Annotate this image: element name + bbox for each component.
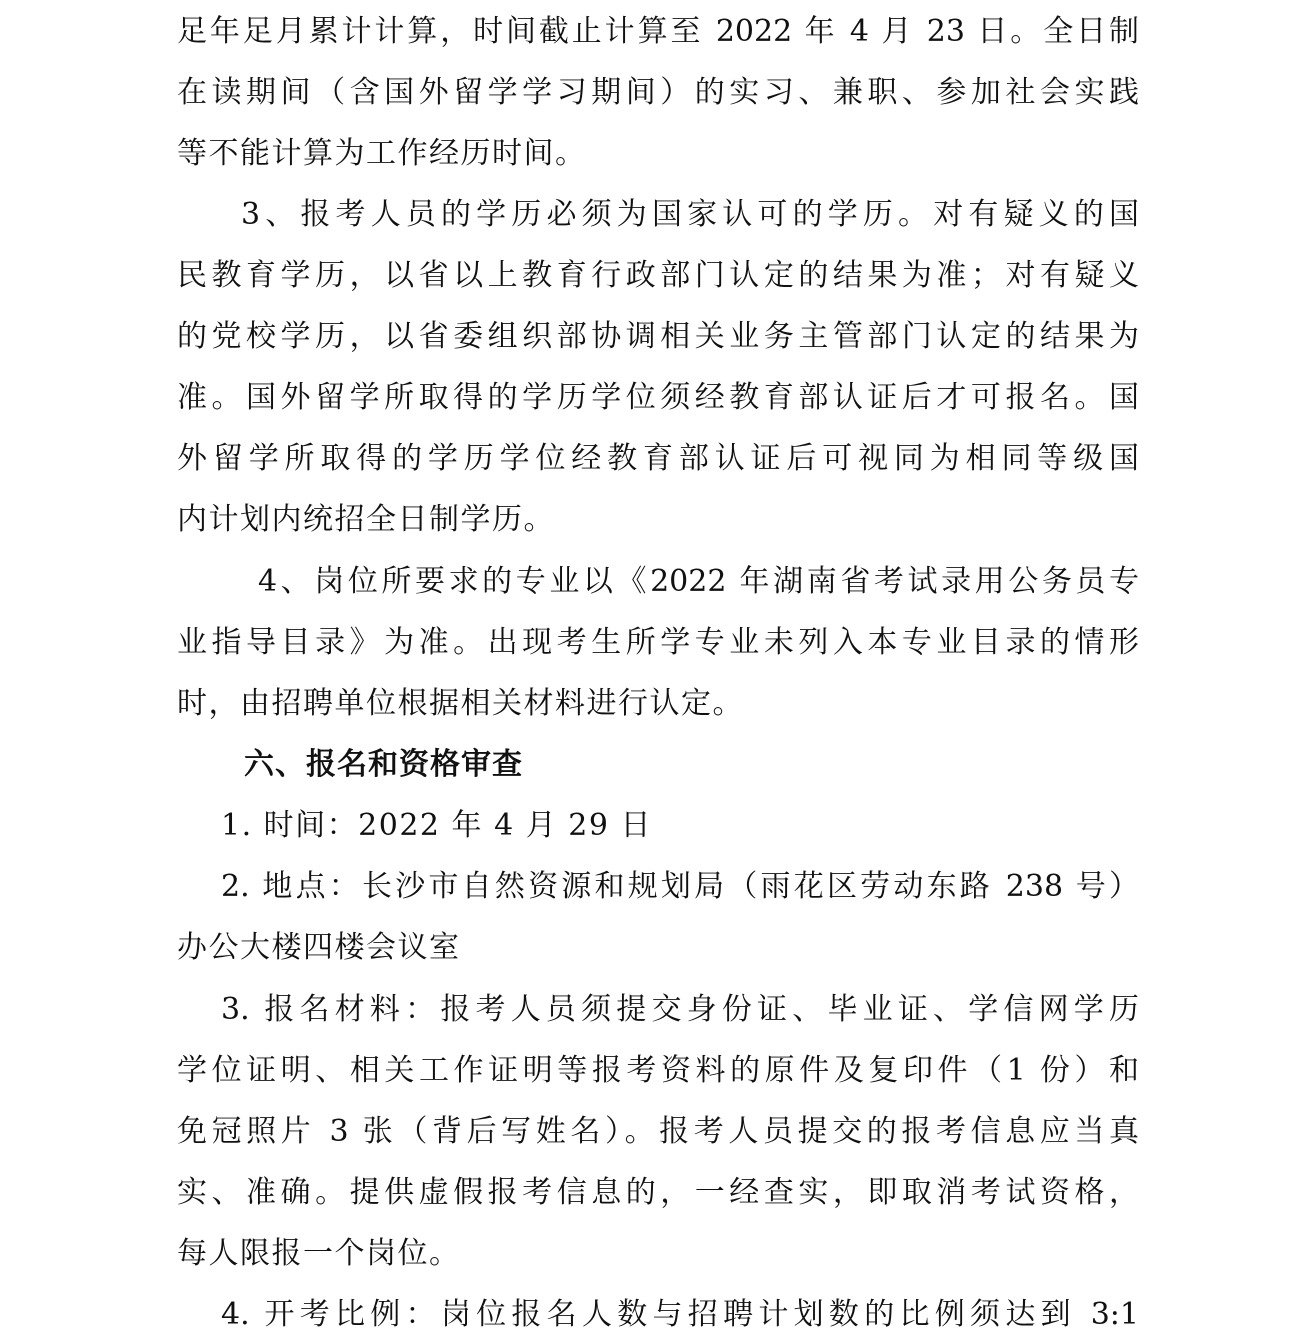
- paragraph-line: 的党校学历，以省委组织部协调相关业务主管部门认定的结果为: [177, 319, 1139, 354]
- paragraph-line: 业指导目录》为准。出现考生所学专业未列入本专业目录的情形: [177, 625, 1139, 660]
- paragraph-line: 学位证明、相关工作证明等报考资料的原件及复印件（1 份）和: [177, 1053, 1139, 1088]
- list-item: 1. 时间：2022 年 4 月 29 日: [221, 808, 652, 843]
- paragraph-line: 3、报考人员的学历必须为国家认可的学历。对有疑义的国: [241, 197, 1139, 232]
- list-item: 2. 地点：长沙市自然资源和规划局（雨花区劳动东路 238 号）: [221, 869, 1139, 904]
- paragraph-line: 等不能计算为工作经历时间。: [177, 136, 587, 171]
- paragraph-line: 免冠照片 3 张（背后写姓名）。报考人员提交的报考信息应当真: [177, 1114, 1139, 1149]
- list-item: 4. 开考比例：岗位报名人数与招聘计划数的比例须达到 3:1: [221, 1297, 1139, 1332]
- paragraph-line: 在读期间（含国外留学学习期间）的实习、兼职、参加社会实践: [177, 75, 1139, 110]
- paragraph-line: 足年足月累计计算，时间截止计算至 2022 年 4 月 23 日。全日制: [177, 14, 1139, 49]
- paragraph-line: 内计划内统招全日制学历。: [177, 502, 555, 537]
- paragraph-line: 外留学所取得的学历学位经教育部认证后可视同为相同等级国: [177, 441, 1139, 476]
- paragraph-line: 实、准确。提供虚假报考信息的，一经查实，即取消考试资格，: [177, 1175, 1139, 1210]
- paragraph-line: 4、岗位所要求的专业以《2022 年湖南省考试录用公务员专: [258, 564, 1139, 599]
- section-heading: 六、报名和资格审查: [244, 747, 523, 782]
- paragraph-line: 时，由招聘单位根据相关材料进行认定。: [177, 686, 744, 721]
- paragraph-line: 每人限报一个岗位。: [177, 1236, 461, 1271]
- paragraph-line: 准。国外留学所取得的学历学位须经教育部认证后才可报名。国: [177, 380, 1139, 415]
- list-item: 3. 报名材料：报考人员须提交身份证、毕业证、学信网学历: [221, 992, 1139, 1027]
- paragraph-line: 办公大楼四楼会议室: [177, 930, 461, 965]
- paragraph-line: 民教育学历，以省以上教育行政部门认定的结果为准；对有疑义: [177, 258, 1139, 293]
